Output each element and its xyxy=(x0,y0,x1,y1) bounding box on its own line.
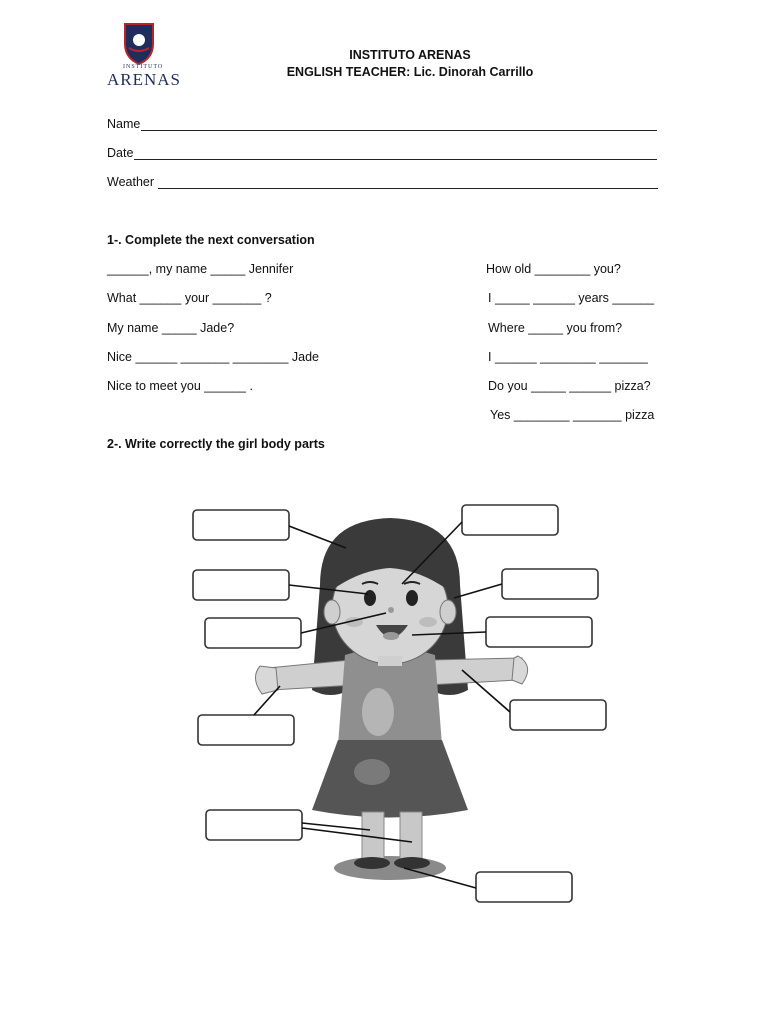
school-name: INSTITUTO ARENAS xyxy=(349,48,471,62)
right-eye xyxy=(406,590,418,606)
girl-body-parts-illustration xyxy=(150,490,620,910)
weather-field[interactable] xyxy=(158,188,658,189)
teacher-line: ENGLISH TEACHER: Lic. Dinorah Carrillo xyxy=(286,65,534,79)
left-eye xyxy=(364,590,376,606)
right-hand xyxy=(512,656,528,684)
left-hand xyxy=(255,666,278,694)
label-box-nose xyxy=(205,618,301,648)
conversation-left-line: Nice ______ _______ ________ Jade xyxy=(107,350,319,364)
conversation-right-line: Yes ________ _______ pizza xyxy=(490,408,655,422)
conversation-right-line: I ______ ________ _______ xyxy=(488,350,648,364)
label-box-ear xyxy=(502,569,598,599)
weather-label: Weather xyxy=(107,175,155,189)
skirt xyxy=(312,740,468,818)
label-box-arm xyxy=(198,715,294,745)
section2-title: 2-. Write correctly the girl body parts xyxy=(107,437,325,451)
logo-small-text: INSTITUTO xyxy=(123,64,164,70)
label-box-mouth xyxy=(486,617,592,647)
logo-name: ARENAS xyxy=(107,70,182,89)
date-field[interactable] xyxy=(134,159,657,160)
date-label: Date xyxy=(107,146,134,160)
label-box-hair xyxy=(193,510,289,540)
label-box-head xyxy=(462,505,558,535)
label-box-hand xyxy=(510,700,606,730)
school-logo xyxy=(95,18,183,100)
conversation-right-line: I _____ ______ years ______ xyxy=(488,291,655,305)
left-shoe xyxy=(354,857,390,869)
label-box-leg xyxy=(206,810,302,840)
right-ear xyxy=(440,600,456,624)
conversation-left-line: What ______ your _______ ? xyxy=(107,291,272,305)
conversation-left-line: My name _____ Jade? xyxy=(107,321,235,335)
pointer-line xyxy=(302,828,412,842)
conversation-right-line: Do you _____ ______ pizza? xyxy=(488,379,651,393)
name-label: Name xyxy=(107,117,141,131)
label-box-foot xyxy=(476,872,572,902)
nose xyxy=(388,607,394,613)
name-field[interactable] xyxy=(141,130,657,131)
left-ear xyxy=(324,600,340,624)
left-arm xyxy=(268,660,355,690)
right-leg xyxy=(400,812,422,860)
conversation-left-line: Nice to meet you ______ . xyxy=(107,379,253,393)
conversation-left-line: ______, my name _____ Jennifer xyxy=(107,262,294,276)
label-box-eye xyxy=(193,570,289,600)
pointer-line xyxy=(454,584,502,598)
conversation-right-line: Where _____ you from? xyxy=(488,321,623,335)
ground-shadow xyxy=(334,856,446,880)
conversation-right-line: How old ________ you? xyxy=(486,262,621,276)
right-shoe xyxy=(394,857,430,869)
neck xyxy=(378,656,402,666)
section1-title: 1-. Complete the next conversation xyxy=(107,233,315,247)
